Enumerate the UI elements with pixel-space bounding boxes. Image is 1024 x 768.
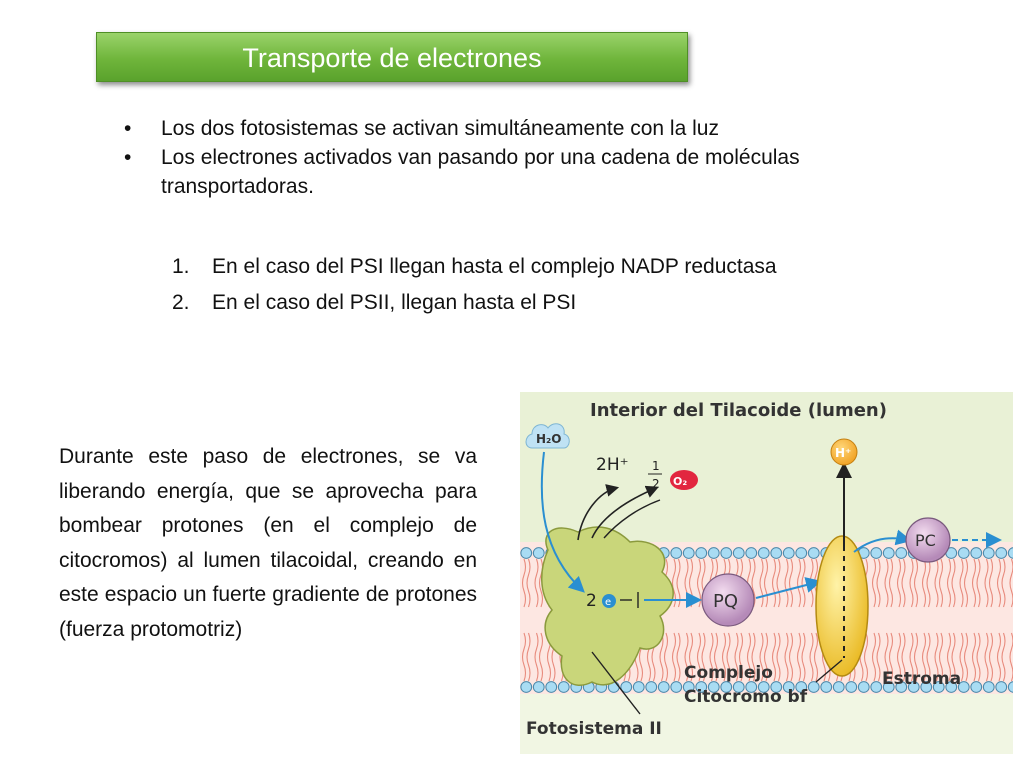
- pq-label: PQ: [713, 591, 739, 612]
- pc-label: PC: [915, 531, 936, 550]
- lumen-label: Interior del Tilacoide (lumen): [590, 400, 887, 421]
- numbered-item: [170, 288, 790, 318]
- two-electrons-count: 2: [586, 591, 597, 611]
- numbered-text: En el caso del PSII, llegan hasta el PSI: [212, 291, 577, 314]
- bullet-item: [120, 114, 880, 143]
- oxygen-label: O₂: [673, 475, 688, 488]
- stroma-label: Estroma: [882, 669, 962, 689]
- numbered-item: [170, 252, 790, 282]
- half-denominator: 2: [652, 477, 660, 491]
- cytochrome-bf-complex: [816, 536, 868, 676]
- bullet-list: [120, 114, 880, 201]
- bullet-text: Los dos fotosistemas se activan simultáneamente con la luz: [161, 117, 719, 140]
- bullet-text: Los electrones activados van pasando por una cadena de moléculas transportadoras.: [161, 146, 800, 198]
- numbered-text: En el caso del PSI llegan hasta el complejo NADP reductasa: [212, 255, 777, 278]
- thylakoid-diagram: [520, 392, 1013, 754]
- numbered-list: [170, 252, 790, 324]
- bullet-icon: •: [124, 146, 132, 169]
- half-numerator: 1: [652, 459, 660, 473]
- complex-label-line2: Citocromo bf: [684, 687, 808, 707]
- complex-label-line1: Complejo: [684, 663, 773, 683]
- numbered-label: 2.: [172, 291, 190, 314]
- bullet-icon: •: [124, 117, 132, 140]
- proton-label: H⁺: [835, 446, 852, 460]
- photosystem-label: Fotosistema II: [526, 719, 662, 739]
- bullet-item: [120, 143, 880, 201]
- numbered-label: 1.: [172, 255, 190, 278]
- slide-title: Transporte de electrones: [242, 43, 542, 73]
- two-protons-label: 2H⁺: [596, 455, 629, 475]
- water-label: H₂O: [536, 432, 562, 446]
- explanation-paragraph: Durante este paso de electrones, se va liberando energía, que se aprovecha para bombear protones (en el complejo de citocromos) al lumen tilacoidal, creando en este espacio un fuerte gradiente de protones (fuerza protomotriz): [59, 445, 477, 641]
- slide-title-bar: [96, 32, 688, 82]
- electron-symbol: e: [605, 597, 612, 608]
